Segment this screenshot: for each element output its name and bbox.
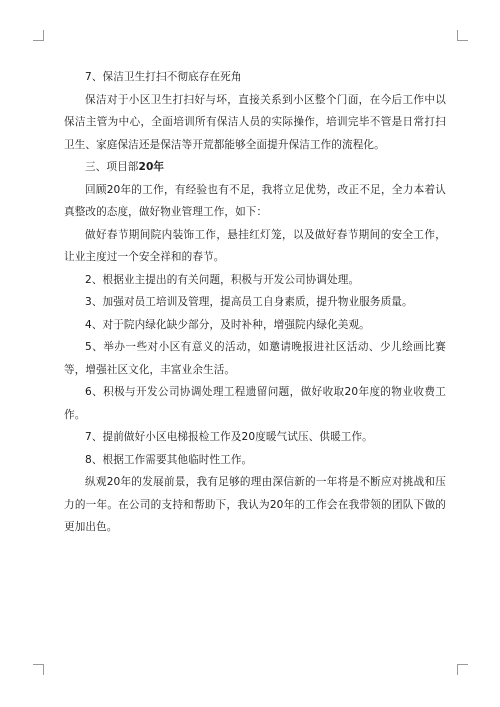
list-item-4: 4、对于院内绿化缺少部分，及时补种，增强院内绿化美观。 [85, 318, 370, 331]
list-item-6: 6、积极与开发公司协调处理工程遗留问题，做好收取20年度的物业收费工作。 [64, 386, 446, 421]
document-body [64, 66, 446, 539]
item-heading-cleaning: 7、保洁卫生打扫不彻底存在死角 [85, 71, 242, 83]
crop-mark-bottom-left [33, 664, 44, 675]
list-item-5: 5、举办一些对小区有意义的活动，如邀请晚报进社区活动、少儿绘画比赛等，增强社区文化，丰富业余生活。 [64, 341, 446, 376]
list-item-7: 7、提前做好小区电梯报检工作及20度暖气试压、供暖工作。 [85, 431, 373, 443]
section-heading-year: 20年 [138, 161, 165, 173]
section-heading-project-dept [64, 156, 446, 179]
crop-mark-top-left [33, 30, 44, 41]
list-item-3: 3、加强对员工培训及管理，提高员工自身素质，提升物业服务质量。 [85, 296, 413, 308]
paragraph-review: 回顾20年的工作，有经验也有不足，我将立足优势，改正不足，全力本着认真整改的态度，做好物业管理工作，如下： [64, 183, 446, 218]
crop-mark-bottom-right [457, 664, 468, 675]
list-item-8: 8、根据工作需要其他临时性工作。 [85, 453, 253, 466]
section-heading-label: 三、项目部 [85, 161, 139, 173]
paragraph-cleaning-plan: 保洁对于小区卫生打扫好与坏，直接关系到小区整个门面，在今后工作中以保洁主管为中心，全面培训所有保洁人员的实际操作，培训完毕不管是日常打扫卫生、家庭保洁还是保洁等开荒都能够全面提升保洁工作的流程化。 [64, 93, 446, 151]
crop-mark-top-right [457, 30, 468, 41]
list-item-2: 2、根据业主提出的有关问题，积极与开发公司协调处理。 [85, 273, 360, 286]
paragraph-spring-festival: 做好春节期间院内装饰工作，悬挂红灯笼，以及做好春节期间的安全工作，让业主度过一个安全祥和的春节。 [64, 228, 446, 263]
paragraph-outlook: 纵观20年的发展前景，我有足够的理由深信新的一年将是不断应对挑战和压力的一年。在公司的支持和帮助下，我认为20年的工作会在我带领的团队下做的更加出色。 [64, 476, 446, 533]
